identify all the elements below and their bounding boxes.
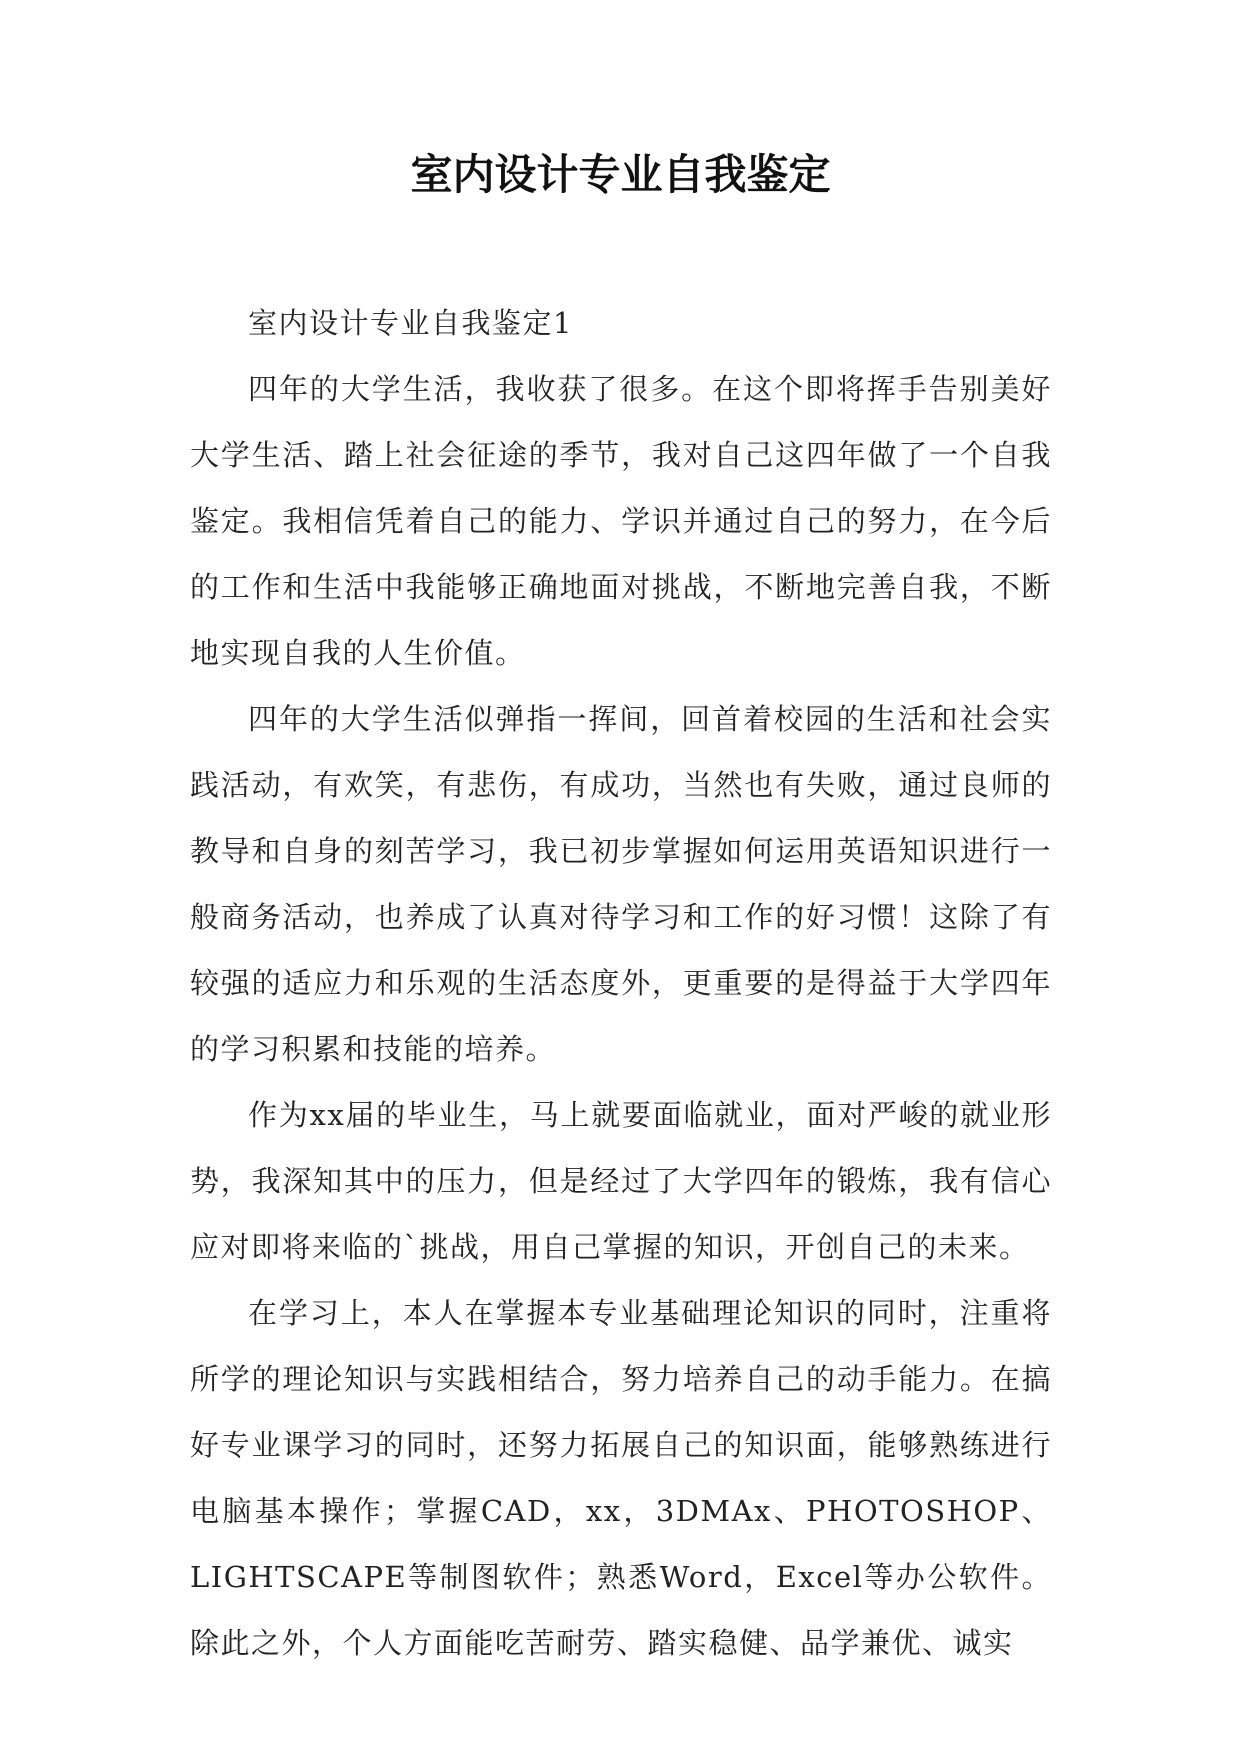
paragraph: 作为xx届的毕业生，马上就要面临就业，面对严峻的就业形势，我深知其中的压力，但是经过了大学四年的锻炼，我有信心应对即将来临的`挑战，用自己掌握的知识，开创自己的未来。 <box>190 1098 1052 1264</box>
paragraph: 在学习上，本人在掌握本专业基础理论知识的同时，注重将所学的理论知识与实践相结合，努力培养自己的动手能力。在搞好专业课学习的同时，还努力拓展自己的知识面，能够熟练进行电脑基本操作；掌握CAD，xx，3DMAx、PHOTOSHOP、LIGHTSCAPE等制图软件；熟悉Word，Excel等办公软件。除此之外，个人方面能吃苦耐劳、踏实稳健、品学兼优、诚实 <box>190 1296 1052 1660</box>
section-heading: 室内设计专业自我鉴定1 <box>248 306 573 340</box>
document-title: 室内设计专业自我鉴定 <box>410 150 831 199</box>
document-body <box>190 290 1052 1676</box>
paragraph: 四年的大学生活似弹指一挥间，回首着校园的生活和社会实践活动，有欢笑，有悲伤，有成功，当然也有失败，通过良师的教导和自身的刻苦学习，我已初步掌握如何运用英语知识进行一般商务活动，也养成了认真对待学习和工作的好习惯！这除了有较强的适应力和乐观的生活态度外，更重要的是得益于大学四年的学习积累和技能的培养。 <box>190 702 1052 1066</box>
paragraph: 四年的大学生活，我收获了很多。在这个即将挥手告别美好大学生活、踏上社会征途的季节，我对自己这四年做了一个自我鉴定。我相信凭着自己的能力、学识并通过自己的努力，在今后的工作和生活中我能够正确地面对挑战，不断地完善自我，不断地实现自我的人生价值。 <box>190 372 1052 670</box>
